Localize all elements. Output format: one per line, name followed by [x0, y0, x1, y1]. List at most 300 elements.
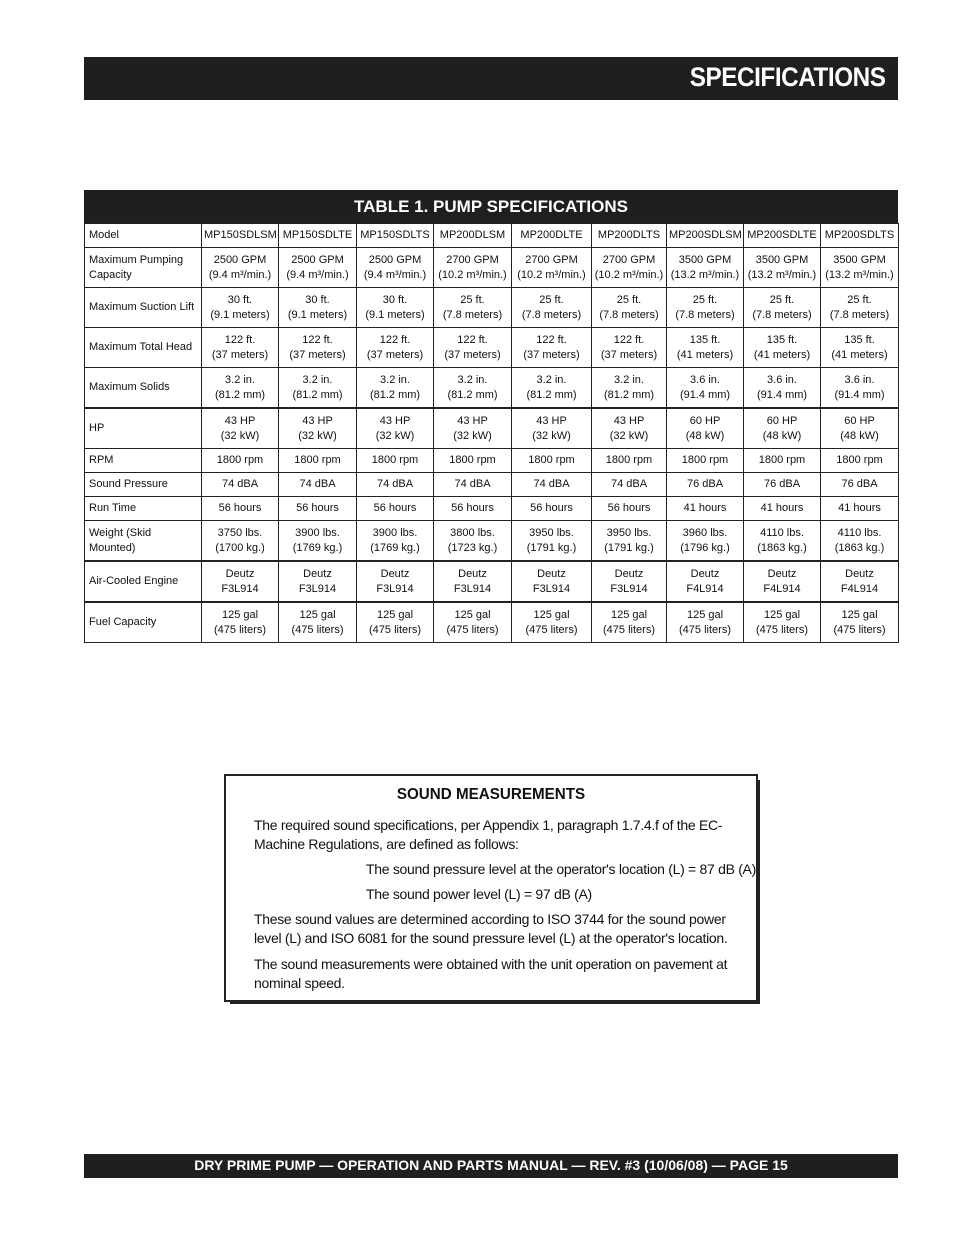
- cell-line: (32 kW): [220, 429, 260, 442]
- cell-line: 125 gal: [299, 608, 336, 621]
- cell-line: 56 hours: [296, 502, 339, 514]
- table-cell: [512, 224, 592, 248]
- table-cell: [512, 521, 592, 562]
- cell-line: MP200SDLSM: [669, 229, 742, 241]
- cell-line: 25 ft.: [847, 293, 872, 306]
- cell-line: 3.6 in.: [767, 373, 797, 386]
- table-cell: [512, 561, 592, 602]
- cell-line: 125 gal: [763, 608, 801, 621]
- cell-line: 3.2 in.: [614, 373, 644, 386]
- cell-line: 43 HP: [224, 414, 256, 427]
- cell-line: 3950 lbs.: [529, 526, 574, 539]
- cell-line: 3500 GPM: [755, 253, 809, 266]
- table-cell: [821, 602, 899, 643]
- table-cell: [744, 408, 821, 449]
- table-cell: [434, 561, 512, 602]
- table-cell: [592, 602, 667, 643]
- table-cell: [592, 449, 667, 473]
- cell-line: (1723 kg.): [447, 541, 498, 554]
- page-footer-bar: [84, 1154, 898, 1178]
- cell-line: 125 gal: [686, 608, 724, 621]
- cell-line: (37 meters): [366, 348, 424, 361]
- cell-line: (475 liters): [679, 623, 731, 636]
- cell-line: 1800 rpm: [605, 454, 653, 466]
- cell-line: 122 ft.: [457, 333, 488, 346]
- cell-line: (37 meters): [289, 348, 346, 361]
- cell-line: 2700 GPM: [602, 253, 656, 266]
- table-cell: [592, 224, 667, 248]
- cell-line: (41 meters): [676, 348, 734, 361]
- table-cell: [667, 408, 744, 449]
- cell-line: 56 hours: [607, 502, 651, 514]
- table-cell: [202, 248, 279, 288]
- cell-line: Deutz: [614, 567, 644, 580]
- cell-line: (48 kW): [685, 429, 725, 442]
- cell-line: F3L914: [221, 582, 259, 595]
- cell-line: 25 ft.: [460, 293, 485, 306]
- table-cell: [821, 449, 899, 473]
- cell-line: F3L914: [610, 582, 648, 595]
- table-cell: [279, 473, 357, 497]
- table-cell: [592, 408, 667, 449]
- table-row: [85, 521, 899, 562]
- cell-line: (1791 kg.): [604, 541, 654, 554]
- cell-line: 3.2 in.: [457, 373, 488, 386]
- cell-line: 122 ft.: [302, 333, 333, 346]
- cell-line: 43 HP: [379, 414, 411, 427]
- cell-line: F3L914: [453, 582, 492, 595]
- cell-line: 3500 GPM: [678, 253, 732, 266]
- table-cell: [744, 561, 821, 602]
- cell-line: 1800 rpm: [758, 454, 806, 466]
- table-cell: [592, 521, 667, 562]
- table-cell: [434, 408, 512, 449]
- table-cell: [592, 497, 667, 521]
- table-cell: [592, 561, 667, 602]
- cell-line: 3.6 in.: [690, 373, 720, 386]
- table-row: [85, 602, 899, 643]
- table-cell: [592, 368, 667, 409]
- table-row: [85, 449, 899, 473]
- table-cell: [434, 449, 512, 473]
- cell-line: (9.1 meters): [365, 308, 425, 321]
- cell-line: 30 ft.: [305, 293, 330, 306]
- table-cell: [821, 408, 899, 449]
- row-label: Maximum Pumping Capacity: [85, 248, 202, 288]
- cell-line: 3900 lbs.: [295, 526, 340, 539]
- sound-paragraph-3: The sound measurements were obtained with the unit operation on pavement at nominal speed.: [254, 956, 728, 991]
- cell-line: (475 liters): [525, 623, 578, 636]
- cell-line: Deutz: [380, 567, 410, 580]
- cell-line: (13.2 m³/min.): [825, 268, 894, 281]
- cell-line: (91.4 mm): [756, 388, 808, 401]
- table-row: [85, 368, 899, 409]
- table-cell: [279, 248, 357, 288]
- table-cell: [202, 408, 279, 449]
- table-cell: [434, 368, 512, 409]
- sound-measurements-box: [224, 774, 758, 1002]
- cell-line: 125 gal: [841, 608, 878, 621]
- row-label: Fuel Capacity: [85, 602, 202, 643]
- cell-line: 3960 lbs.: [682, 526, 728, 539]
- table-cell: [357, 408, 434, 449]
- row-label: Air-Cooled Engine: [85, 561, 202, 602]
- cell-line: 74 dBA: [533, 478, 570, 490]
- cell-line: (1700 kg.): [215, 541, 265, 554]
- cell-line: 2500 GPM: [213, 253, 267, 266]
- cell-line: 74 dBA: [221, 478, 259, 490]
- cell-line: MP150SDLTE: [282, 229, 353, 241]
- row-label: Weight (Skid Mounted): [85, 521, 202, 562]
- cell-line: (81.2 mm): [603, 388, 655, 401]
- table-cell: [357, 497, 434, 521]
- table-cell: [279, 224, 357, 248]
- table-cell: [202, 368, 279, 409]
- cell-line: 76 dBA: [686, 478, 724, 490]
- table-cell: [434, 288, 512, 328]
- cell-line: 56 hours: [451, 502, 494, 514]
- table-cell: [821, 497, 899, 521]
- cell-line: (10.2 m³/min.): [517, 268, 586, 281]
- table-cell: [434, 248, 512, 288]
- cell-line: 125 gal: [221, 608, 259, 621]
- table-cell: [744, 288, 821, 328]
- cell-line: 60 HP: [844, 414, 875, 427]
- cell-line: (1791 kg.): [526, 541, 577, 554]
- cell-line: (9.4 m³/min.): [363, 268, 427, 281]
- table-cell: [512, 602, 592, 643]
- table-cell: [202, 288, 279, 328]
- table-cell: [279, 497, 357, 521]
- table-cell: [744, 521, 821, 562]
- cell-line: 122 ft.: [613, 333, 645, 346]
- table-cell: [821, 561, 899, 602]
- cell-line: 41 hours: [838, 502, 881, 514]
- cell-line: (1863 kg.): [757, 541, 807, 554]
- table-row: [85, 248, 899, 288]
- table-cell: [279, 561, 357, 602]
- table-cell: [357, 561, 434, 602]
- table-cell: [512, 408, 592, 449]
- table-cell: [744, 497, 821, 521]
- cell-line: 4110 lbs.: [837, 526, 882, 539]
- table-cell: [744, 473, 821, 497]
- cell-line: (1769 kg.): [292, 541, 343, 554]
- table-cell: [357, 248, 434, 288]
- cell-line: (91.4 mm): [834, 388, 885, 401]
- cell-line: 43 HP: [613, 414, 645, 427]
- cell-line: (32 kW): [375, 429, 415, 442]
- table-cell: [667, 602, 744, 643]
- row-label: Maximum Suction Lift: [85, 288, 202, 328]
- table-cell: [434, 602, 512, 643]
- cell-line: 3500 GPM: [833, 253, 886, 266]
- table-cell: [744, 328, 821, 368]
- cell-line: 56 hours: [218, 502, 262, 514]
- cell-line: 125 gal: [610, 608, 648, 621]
- table-cell: [821, 328, 899, 368]
- table-cell: [821, 288, 899, 328]
- page-header-bar: [84, 57, 898, 100]
- table-cell: [202, 602, 279, 643]
- cell-line: 2500 GPM: [368, 253, 422, 266]
- cell-line: 3.2 in.: [302, 373, 333, 386]
- cell-line: (7.8 meters): [599, 308, 659, 321]
- table-cell: [592, 288, 667, 328]
- table-cell: [434, 473, 512, 497]
- table-cell: [202, 473, 279, 497]
- cell-line: Deutz: [767, 567, 797, 580]
- cell-line: Deutz: [458, 567, 487, 580]
- cell-line: Deutz: [845, 567, 874, 580]
- cell-line: MP200DLTE: [520, 229, 583, 241]
- table-cell: [279, 602, 357, 643]
- table-cell: [592, 328, 667, 368]
- cell-line: 3.2 in.: [225, 373, 255, 386]
- cell-line: 43 HP: [536, 414, 567, 427]
- cell-line: (81.2 mm): [369, 388, 421, 401]
- cell-line: 3900 lbs.: [372, 526, 418, 539]
- sound-paragraph-2: These sound values are determined according to ISO 3744 for the sound power level (L) and ISO 6081 for the sound pressure level (L) at the operator's location.: [254, 911, 728, 946]
- cell-line: 30 ft.: [227, 293, 253, 306]
- table-cell: [667, 473, 744, 497]
- table-cell: [357, 224, 434, 248]
- cell-line: 3.2 in.: [536, 373, 567, 386]
- table-cell: [357, 473, 434, 497]
- sound-title: SOUND MEASUREMENTS: [396, 786, 586, 803]
- cell-line: (41 meters): [831, 348, 888, 361]
- table-row: [85, 224, 899, 248]
- table-cell: [667, 328, 744, 368]
- cell-line: (10.2 m³/min.): [594, 268, 664, 281]
- table-cell: [667, 561, 744, 602]
- row-label: Run Time: [85, 497, 202, 521]
- cell-line: 3.2 in.: [380, 373, 410, 386]
- table-cell: [357, 449, 434, 473]
- cell-line: 135 ft.: [689, 333, 721, 346]
- cell-line: 74 dBA: [454, 478, 491, 490]
- cell-line: 25 ft.: [769, 293, 795, 306]
- cell-line: 2700 GPM: [446, 253, 499, 266]
- cell-line: 2700 GPM: [525, 253, 578, 266]
- cell-line: (81.2 mm): [214, 388, 266, 401]
- cell-line: MP200SDLTE: [747, 229, 817, 241]
- table-cell: [592, 473, 667, 497]
- table-cell: [821, 224, 899, 248]
- table-row: [85, 328, 899, 368]
- row-label: Sound Pressure: [85, 473, 202, 497]
- cell-line: (37 meters): [600, 348, 658, 361]
- cell-line: 60 HP: [689, 414, 721, 427]
- sound-power-line: The sound power level (L) = 97 dB (A): [366, 886, 592, 902]
- table-cell: [744, 449, 821, 473]
- cell-line: Deutz: [303, 567, 332, 580]
- cell-line: (81.2 mm): [447, 388, 498, 401]
- cell-line: 125 gal: [533, 608, 570, 621]
- cell-line: F3L914: [532, 582, 571, 595]
- row-label: Model: [85, 224, 202, 248]
- table-cell: [434, 328, 512, 368]
- cell-line: (1796 kg.): [680, 541, 730, 554]
- cell-line: (48 kW): [840, 429, 879, 442]
- cell-line: 25 ft.: [539, 293, 564, 306]
- table-row: [85, 473, 899, 497]
- cell-line: 56 hours: [530, 502, 573, 514]
- table-row: [85, 288, 899, 328]
- table-cell: [667, 288, 744, 328]
- cell-line: 135 ft.: [766, 333, 798, 346]
- cell-line: 1800 rpm: [681, 454, 729, 466]
- cell-line: 2500 GPM: [291, 253, 344, 266]
- cell-line: (475 liters): [756, 623, 808, 636]
- cell-line: (475 liters): [291, 623, 344, 636]
- table-cell: [744, 224, 821, 248]
- cell-line: 3800 lbs.: [450, 526, 495, 539]
- cell-line: MP150SDLTS: [360, 229, 430, 241]
- table-cell: [279, 521, 357, 562]
- cell-line: 3950 lbs.: [606, 526, 652, 539]
- cell-line: MP200DLSM: [439, 229, 506, 241]
- table-cell: [202, 328, 279, 368]
- cell-line: (13.2 m³/min.): [670, 268, 740, 281]
- cell-line: 1800 rpm: [371, 454, 419, 466]
- cell-line: 1800 rpm: [294, 454, 341, 466]
- cell-line: (48 kW): [762, 429, 802, 442]
- cell-line: 1800 rpm: [836, 454, 883, 466]
- cell-line: F4L914: [763, 582, 801, 595]
- table-cell: [512, 288, 592, 328]
- page-title: SPECIFICATIONS: [690, 62, 886, 92]
- table-cell: [667, 449, 744, 473]
- table-cell: [667, 368, 744, 409]
- table-cell: [821, 473, 899, 497]
- table-cell: [279, 368, 357, 409]
- cell-line: 43 HP: [457, 414, 488, 427]
- footer-text: DRY PRIME PUMP — OPERATION AND PARTS MANUAL — REV. #3 (10/06/08) — PAGE 15: [194, 1157, 788, 1173]
- table-cell: [592, 248, 667, 288]
- cell-line: F4L914: [686, 582, 724, 595]
- cell-line: 76 dBA: [841, 478, 878, 490]
- cell-line: (7.8 meters): [521, 308, 582, 321]
- cell-line: 56 hours: [373, 502, 417, 514]
- cell-line: 135 ft.: [844, 333, 875, 346]
- cell-line: (9.1 meters): [210, 308, 270, 321]
- table-cell: [821, 368, 899, 409]
- cell-line: (1863 kg.): [834, 541, 885, 554]
- cell-line: 122 ft.: [379, 333, 411, 346]
- cell-line: (475 liters): [369, 623, 421, 636]
- cell-line: 60 HP: [766, 414, 798, 427]
- cell-line: F3L914: [376, 582, 414, 595]
- table-cell: [512, 328, 592, 368]
- table-row: [85, 408, 899, 449]
- cell-line: 122 ft.: [224, 333, 256, 346]
- pump-specifications-table: [84, 190, 898, 643]
- cell-line: F3L914: [298, 582, 337, 595]
- cell-line: 25 ft.: [616, 293, 642, 306]
- table-cell: [434, 497, 512, 521]
- table-cell: [667, 224, 744, 248]
- cell-line: 3750 lbs.: [217, 526, 263, 539]
- table-cell: [279, 449, 357, 473]
- cell-line: Deutz: [225, 567, 255, 580]
- cell-line: (13.2 m³/min.): [747, 268, 817, 281]
- row-label: Maximum Total Head: [85, 328, 202, 368]
- table-cell: [279, 408, 357, 449]
- table-cell: [202, 561, 279, 602]
- cell-line: 125 gal: [454, 608, 491, 621]
- cell-line: 74 dBA: [610, 478, 648, 490]
- cell-line: (475 liters): [214, 623, 266, 636]
- cell-line: (1769 kg.): [370, 541, 420, 554]
- cell-line: (32 kW): [532, 429, 571, 442]
- cell-line: (10.2 m³/min.): [438, 268, 507, 281]
- spec-table-grid: [84, 223, 899, 643]
- table-cell: [512, 497, 592, 521]
- cell-line: (9.1 meters): [287, 308, 348, 321]
- cell-line: 30 ft.: [382, 293, 408, 306]
- table-cell: [744, 602, 821, 643]
- table-cell: [512, 368, 592, 409]
- table-cell: [357, 602, 434, 643]
- cell-line: MP150SDLSM: [204, 229, 277, 241]
- cell-line: (37 meters): [211, 348, 269, 361]
- cell-line: (91.4 mm): [679, 388, 731, 401]
- cell-line: 122 ft.: [536, 333, 567, 346]
- cell-line: MP200SDLTS: [824, 229, 895, 241]
- sound-paragraph-1: The required sound specifications, per Appendix 1, paragraph 1.7.4.f of the EC-Machine Regulations, are defined as follows:: [254, 817, 723, 852]
- table-cell: [744, 368, 821, 409]
- cell-line: (7.8 meters): [442, 308, 503, 321]
- table-cell: [821, 248, 899, 288]
- table-cell: [512, 449, 592, 473]
- cell-line: (81.2 mm): [526, 388, 577, 401]
- table-cell: [202, 224, 279, 248]
- row-label: RPM: [85, 449, 202, 473]
- cell-line: 74 dBA: [299, 478, 336, 490]
- cell-line: (32 kW): [453, 429, 492, 442]
- cell-line: (32 kW): [298, 429, 337, 442]
- cell-line: (37 meters): [444, 348, 501, 361]
- cell-line: 4110 lbs.: [760, 526, 804, 539]
- cell-line: (475 liters): [833, 623, 886, 636]
- table-cell: [202, 521, 279, 562]
- table-caption: TABLE 1. PUMP SPECIFICATIONS: [84, 190, 898, 223]
- table-cell: [667, 497, 744, 521]
- cell-line: (7.8 meters): [829, 308, 890, 321]
- cell-line: 1800 rpm: [216, 454, 264, 466]
- cell-line: 74 dBA: [376, 478, 414, 490]
- cell-line: (37 meters): [523, 348, 580, 361]
- cell-line: Deutz: [537, 567, 566, 580]
- cell-line: 41 hours: [760, 502, 804, 514]
- cell-line: 41 hours: [683, 502, 727, 514]
- cell-line: 3.6 in.: [844, 373, 875, 386]
- cell-line: 1800 rpm: [528, 454, 575, 466]
- table-cell: [202, 449, 279, 473]
- table-cell: [667, 521, 744, 562]
- table-cell: [667, 248, 744, 288]
- cell-line: (32 kW): [609, 429, 649, 442]
- cell-line: (7.8 meters): [675, 308, 735, 321]
- cell-line: (81.2 mm): [292, 388, 343, 401]
- table-cell: [357, 368, 434, 409]
- table-cell: [279, 288, 357, 328]
- cell-line: (7.8 meters): [752, 308, 812, 321]
- cell-line: (475 liters): [603, 623, 655, 636]
- cell-line: 25 ft.: [692, 293, 718, 306]
- cell-line: F4L914: [840, 582, 879, 595]
